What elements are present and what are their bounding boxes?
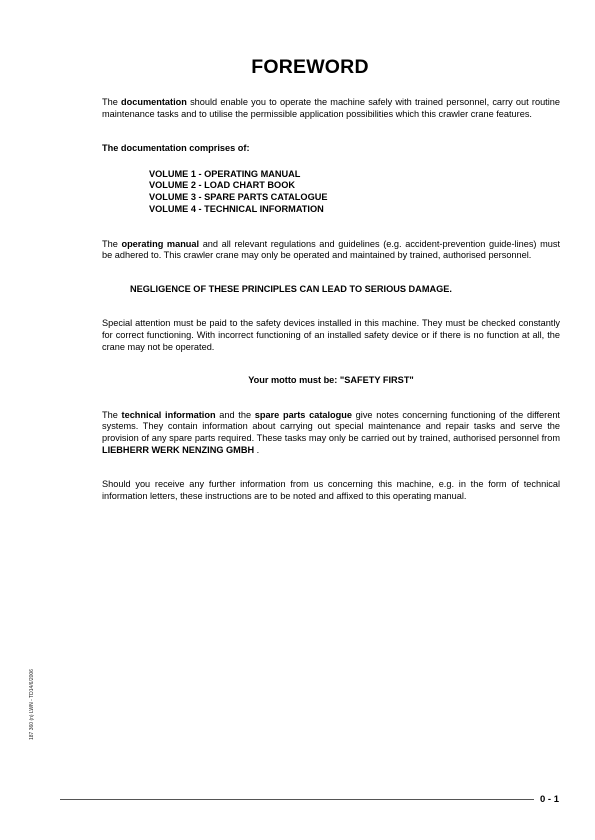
- technical-info-paragraph: [102, 410, 560, 456]
- ti-text-start: The: [102, 409, 122, 420]
- ti-text-post: give notes concerning functioning of the different systems. They contain information about carrying out special maintenance and repair tasks and serve the provision of any spare parts required. These tasks may only be carried out by trained, authorised personnel from: [102, 409, 560, 443]
- document-code: 187 360 (n) LWN - TD14/6/2006: [29, 669, 35, 740]
- volume-list: [149, 169, 560, 216]
- volume-item: VOLUME 4 - TECHNICAL INFORMATION: [149, 203, 324, 214]
- foreword-body: [102, 97, 560, 502]
- ti-bold-company: LIEBHERR WERK NENZING GMBH: [102, 444, 255, 455]
- safety-motto: Your motto must be: "SAFETY FIRST": [248, 375, 414, 386]
- safety-devices-paragraph: Special attention must be paid to the safety devices installed in this machine. They must be checked constantly for correct functioning. With incorrect functioning of an installed safety device or if there is no function at all, the crane may not be operated.: [102, 318, 560, 352]
- intro-bold-documentation: documentation: [121, 97, 187, 107]
- intro-text-start: The: [102, 97, 122, 107]
- volume-item: VOLUME 2 - LOAD CHART BOOK: [149, 180, 295, 191]
- ti-text-end: .: [254, 444, 260, 455]
- ti-text-mid: and the: [215, 409, 255, 420]
- volume-item: VOLUME 3 - SPARE PARTS CATALOGUE: [149, 192, 328, 203]
- further-info-paragraph: Should you receive any further information from us concerning this machine, e.g. in the form of technical information letters, these instructions are to be noted and affixed to this operating manual.: [102, 479, 560, 501]
- documentation-heading: The documentation comprises of:: [102, 143, 250, 154]
- page-title: FOREWORD: [251, 56, 369, 78]
- ti-bold-spare-parts: spare parts catalogue: [254, 409, 352, 420]
- om-bold-operating-manual: operating manual: [121, 238, 200, 249]
- page-number: 0 - 1: [539, 794, 559, 805]
- operating-manual-paragraph: [102, 239, 560, 262]
- volume-item: VOLUME 1 - OPERATING MANUAL: [149, 168, 301, 179]
- intro-text-end: should enable you to operate the machine safely with trained personnel, carry out routine maintenance tasks and to utilise the permissible application possibilities which this crawler crane features.: [102, 97, 560, 119]
- footer-divider: [60, 799, 534, 800]
- negligence-warning: NEGLIGENCE OF THESE PRINCIPLES CAN LEAD TO SERIOUS DAMAGE.: [130, 283, 452, 294]
- om-text-start: The: [102, 238, 122, 249]
- intro-paragraph: [102, 97, 560, 120]
- om-text-end: and all relevant regulations and guidelines (e.g. accident-prevention guide-lines) must be adhered to. This crawler crane may only be operated and maintained by trained, authorised personnel.: [102, 238, 561, 261]
- ti-bold-technical-information: technical information: [121, 409, 216, 420]
